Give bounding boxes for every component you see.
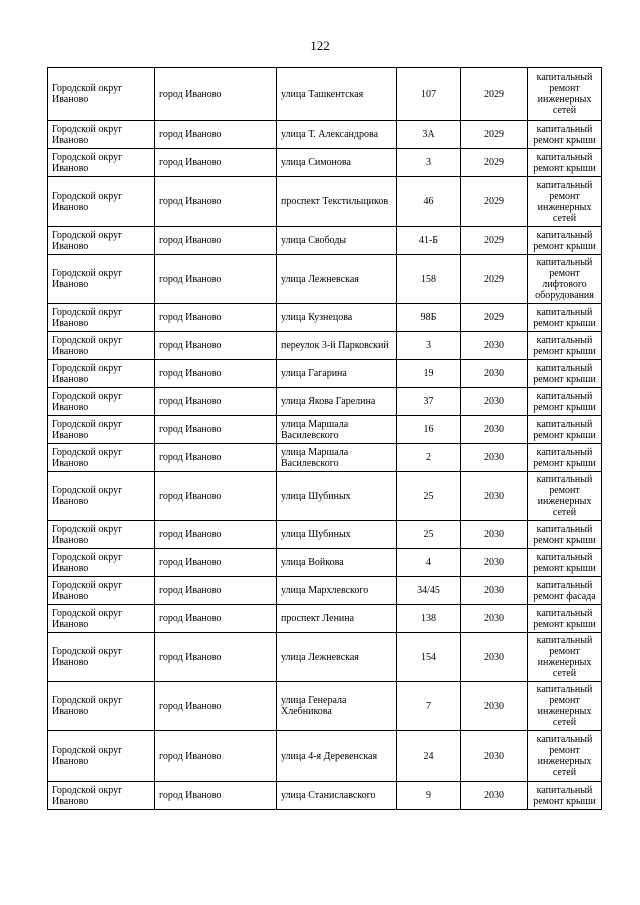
work-type-cell: капитальный ремонт крыши (528, 444, 602, 472)
house-number-cell: 16 (397, 416, 461, 444)
street-cell: улица Маршала Василевского (277, 416, 397, 444)
street-cell: улица Гагарина (277, 360, 397, 388)
year-cell: 2029 (461, 149, 528, 177)
year-cell: 2030 (461, 472, 528, 521)
street-cell: улица Шубиных (277, 472, 397, 521)
municipality-cell: Городской округ Иваново (48, 360, 155, 388)
city-cell: город Иваново (155, 255, 277, 304)
table-row (48, 255, 602, 304)
year-cell: 2030 (461, 633, 528, 682)
city-cell: город Иваново (155, 68, 277, 121)
city-cell: город Иваново (155, 304, 277, 332)
street-cell: улица Якова Гарелина (277, 388, 397, 416)
year-cell: 2029 (461, 68, 528, 121)
city-cell: город Иваново (155, 521, 277, 549)
year-cell: 2030 (461, 577, 528, 605)
year-cell: 2030 (461, 416, 528, 444)
house-number-cell: 2 (397, 444, 461, 472)
year-cell: 2030 (461, 782, 528, 810)
work-type-cell: капитальный ремонт крыши (528, 416, 602, 444)
table-row (48, 782, 602, 810)
municipality-cell: Городской округ Иваново (48, 68, 155, 121)
year-cell: 2030 (461, 605, 528, 633)
table-row (48, 149, 602, 177)
table-row (48, 177, 602, 227)
street-cell: улица Генерала Хлебникова (277, 682, 397, 731)
house-number-cell: 154 (397, 633, 461, 682)
work-type-cell: капитальный ремонт крыши (528, 521, 602, 549)
table-row (48, 360, 602, 388)
work-type-cell: капитальный ремонт крыши (528, 549, 602, 577)
street-cell: улица Т. Александрова (277, 121, 397, 149)
municipality-cell: Городской округ Иваново (48, 633, 155, 682)
city-cell: город Иваново (155, 472, 277, 521)
year-cell: 2030 (461, 332, 528, 360)
city-cell: город Иваново (155, 388, 277, 416)
house-number-cell: 138 (397, 605, 461, 633)
house-number-cell: 158 (397, 255, 461, 304)
table-row (48, 731, 602, 782)
municipality-cell: Городской округ Иваново (48, 304, 155, 332)
year-cell: 2029 (461, 304, 528, 332)
table-row (48, 472, 602, 521)
city-cell: город Иваново (155, 149, 277, 177)
house-number-cell: 3 (397, 332, 461, 360)
street-cell: улица 4-я Деревенская (277, 731, 397, 782)
city-cell: город Иваново (155, 549, 277, 577)
table-row (48, 68, 602, 121)
work-type-cell: капитальный ремонт инженерных сетей (528, 472, 602, 521)
house-number-cell: 25 (397, 472, 461, 521)
municipality-cell: Городской округ Иваново (48, 682, 155, 731)
repair-schedule-table (47, 67, 602, 810)
house-number-cell: 34/45 (397, 577, 461, 605)
table-row (48, 682, 602, 731)
year-cell: 2029 (461, 255, 528, 304)
municipality-cell: Городской округ Иваново (48, 549, 155, 577)
table-row (48, 444, 602, 472)
house-number-cell: 9 (397, 782, 461, 810)
work-type-cell: капитальный ремонт крыши (528, 332, 602, 360)
table-row (48, 577, 602, 605)
work-type-cell: капитальный ремонт крыши (528, 782, 602, 810)
municipality-cell: Городской округ Иваново (48, 782, 155, 810)
house-number-cell: 7 (397, 682, 461, 731)
municipality-cell: Городской округ Иваново (48, 577, 155, 605)
year-cell: 2029 (461, 177, 528, 227)
street-cell: улица Кузнецова (277, 304, 397, 332)
street-cell: улица Лежневская (277, 255, 397, 304)
work-type-cell: капитальный ремонт крыши (528, 121, 602, 149)
work-type-cell: капитальный ремонт инженерных сетей (528, 68, 602, 121)
city-cell: город Иваново (155, 577, 277, 605)
house-number-cell: 98Б (397, 304, 461, 332)
city-cell: город Иваново (155, 731, 277, 782)
table-row (48, 227, 602, 255)
work-type-cell: капитальный ремонт инженерных сетей (528, 682, 602, 731)
work-type-cell: капитальный ремонт крыши (528, 227, 602, 255)
work-type-cell: капитальный ремонт лифтового оборудования (528, 255, 602, 304)
street-cell: улица Станиславского (277, 782, 397, 810)
table-row (48, 416, 602, 444)
year-cell: 2030 (461, 388, 528, 416)
street-cell: улица Маршала Василевского (277, 444, 397, 472)
table-row (48, 332, 602, 360)
year-cell: 2030 (461, 549, 528, 577)
street-cell: улица Шубиных (277, 521, 397, 549)
work-type-cell: капитальный ремонт инженерных сетей (528, 633, 602, 682)
street-cell: улица Войкова (277, 549, 397, 577)
street-cell: переулок 3-й Парковский (277, 332, 397, 360)
house-number-cell: 25 (397, 521, 461, 549)
street-cell: улица Симонова (277, 149, 397, 177)
house-number-cell: 107 (397, 68, 461, 121)
table-row (48, 549, 602, 577)
municipality-cell: Городской округ Иваново (48, 416, 155, 444)
municipality-cell: Городской округ Иваново (48, 121, 155, 149)
city-cell: город Иваново (155, 782, 277, 810)
house-number-cell: 37 (397, 388, 461, 416)
work-type-cell: капитальный ремонт крыши (528, 360, 602, 388)
municipality-cell: Городской округ Иваново (48, 149, 155, 177)
year-cell: 2030 (461, 521, 528, 549)
year-cell: 2029 (461, 121, 528, 149)
city-cell: город Иваново (155, 177, 277, 227)
work-type-cell: капитальный ремонт крыши (528, 149, 602, 177)
city-cell: город Иваново (155, 444, 277, 472)
city-cell: город Иваново (155, 360, 277, 388)
year-cell: 2030 (461, 682, 528, 731)
work-type-cell: капитальный ремонт инженерных сетей (528, 731, 602, 782)
street-cell: улица Ташкентская (277, 68, 397, 121)
house-number-cell: 3 (397, 149, 461, 177)
work-type-cell: капитальный ремонт крыши (528, 388, 602, 416)
municipality-cell: Городской округ Иваново (48, 332, 155, 360)
city-cell: город Иваново (155, 682, 277, 731)
page-number: 122 (310, 38, 330, 53)
city-cell: город Иваново (155, 605, 277, 633)
street-cell: улица Лежневская (277, 633, 397, 682)
table-row (48, 521, 602, 549)
municipality-cell: Городской округ Иваново (48, 731, 155, 782)
street-cell: улица Мархлевского (277, 577, 397, 605)
house-number-cell: 24 (397, 731, 461, 782)
year-cell: 2030 (461, 444, 528, 472)
city-cell: город Иваново (155, 227, 277, 255)
work-type-cell: капитальный ремонт фасада (528, 577, 602, 605)
table-row (48, 633, 602, 682)
municipality-cell: Городской округ Иваново (48, 255, 155, 304)
work-type-cell: капитальный ремонт инженерных сетей (528, 177, 602, 227)
year-cell: 2029 (461, 227, 528, 255)
house-number-cell: 3А (397, 121, 461, 149)
city-cell: город Иваново (155, 633, 277, 682)
municipality-cell: Городской округ Иваново (48, 605, 155, 633)
table-row (48, 388, 602, 416)
house-number-cell: 46 (397, 177, 461, 227)
municipality-cell: Городской округ Иваново (48, 521, 155, 549)
city-cell: город Иваново (155, 121, 277, 149)
work-type-cell: капитальный ремонт крыши (528, 304, 602, 332)
table-row (48, 121, 602, 149)
table-row (48, 605, 602, 633)
municipality-cell: Городской округ Иваново (48, 388, 155, 416)
work-type-cell: капитальный ремонт крыши (528, 605, 602, 633)
year-cell: 2030 (461, 360, 528, 388)
street-cell: улица Свободы (277, 227, 397, 255)
year-cell: 2030 (461, 731, 528, 782)
street-cell: проспект Ленина (277, 605, 397, 633)
house-number-cell: 41-Б (397, 227, 461, 255)
municipality-cell: Городской округ Иваново (48, 227, 155, 255)
house-number-cell: 19 (397, 360, 461, 388)
city-cell: город Иваново (155, 416, 277, 444)
municipality-cell: Городской округ Иваново (48, 444, 155, 472)
municipality-cell: Городской округ Иваново (48, 472, 155, 521)
municipality-cell: Городской округ Иваново (48, 177, 155, 227)
table-row (48, 304, 602, 332)
street-cell: проспект Текстильщиков (277, 177, 397, 227)
city-cell: город Иваново (155, 332, 277, 360)
house-number-cell: 4 (397, 549, 461, 577)
